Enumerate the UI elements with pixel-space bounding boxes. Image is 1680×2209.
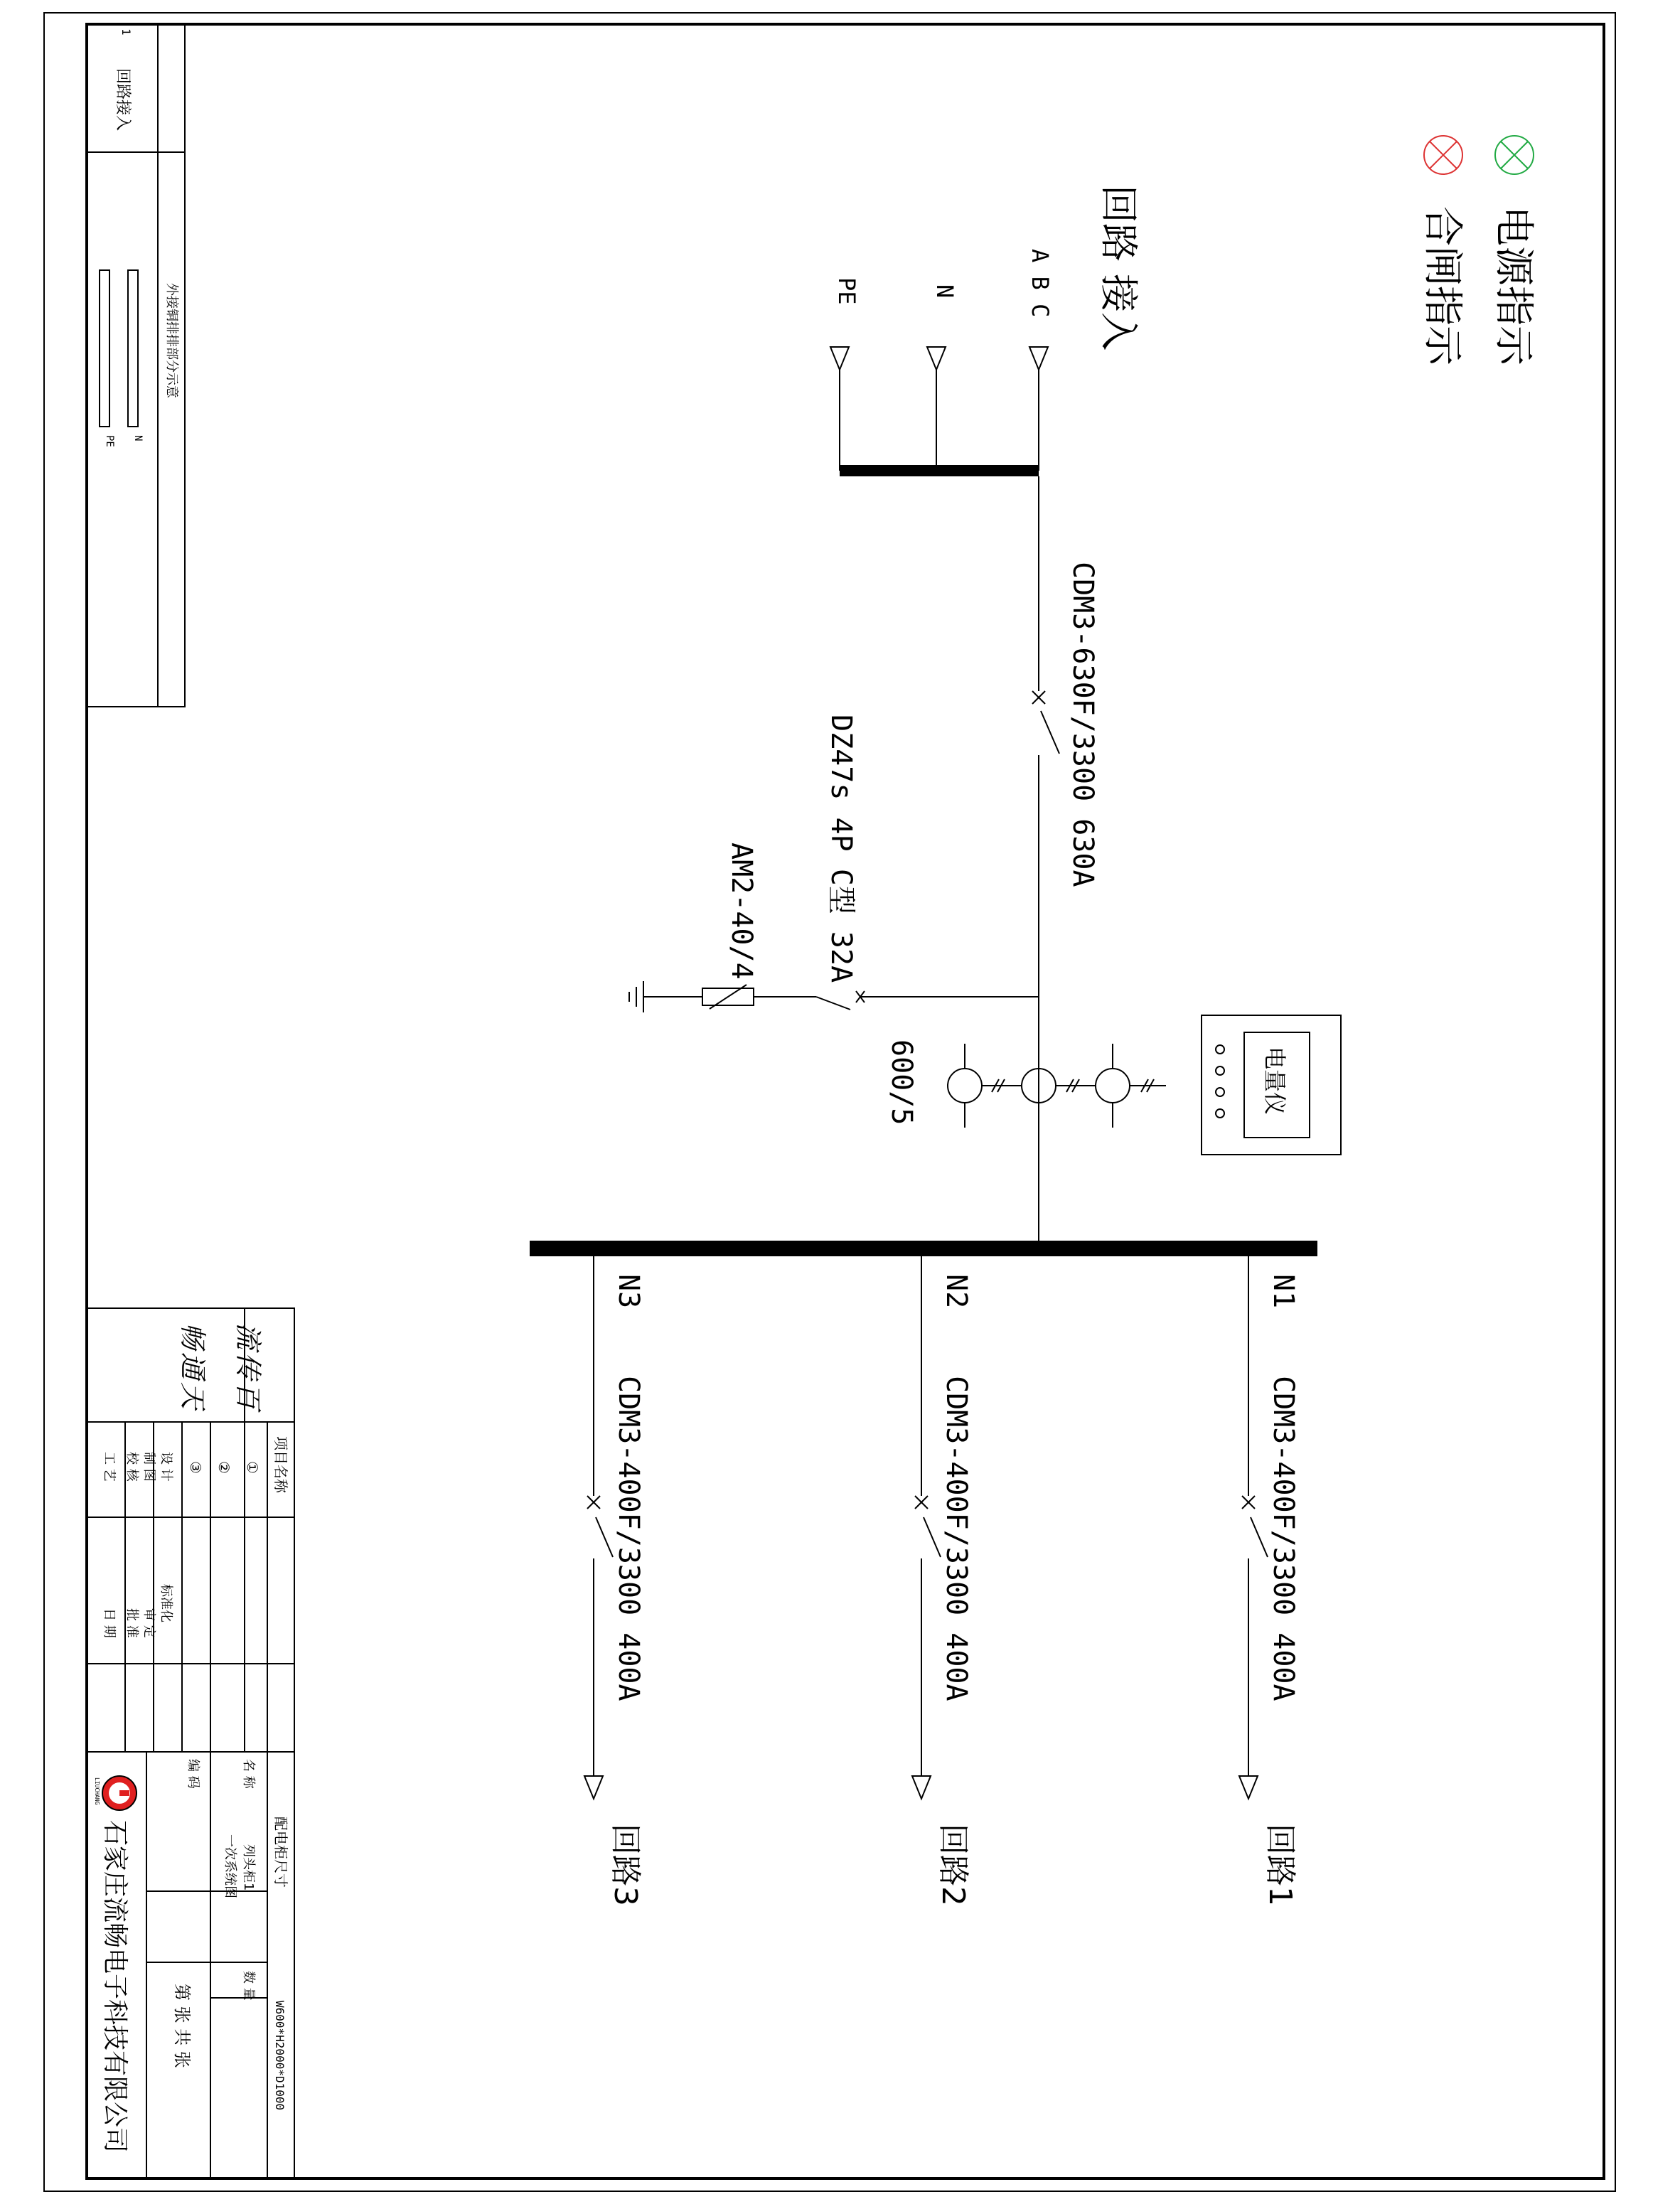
surge-arrester-label: AM2-40/4 xyxy=(725,843,758,980)
svg-text:通: 通 xyxy=(177,1352,208,1380)
role-standard: 标准化 xyxy=(159,1584,173,1622)
main-busbar xyxy=(530,1241,1317,1256)
name-label: 名 称 xyxy=(241,1759,256,1789)
svg-text:流: 流 xyxy=(232,1322,264,1350)
role-review: 审 定 xyxy=(141,1608,156,1638)
svg-text:畅: 畅 xyxy=(177,1322,208,1350)
item-2: ② xyxy=(215,1461,232,1474)
company-logo xyxy=(102,1776,137,1810)
busbar-caption: 外接铜排排部分示意 xyxy=(164,283,179,398)
busbar-pe-label: PE xyxy=(104,435,115,447)
meter-label: 电量仪 xyxy=(1261,1047,1288,1116)
sheet-count-label: 第 张 共 张 xyxy=(172,1984,192,2068)
svg-text:天: 天 xyxy=(177,1382,208,1410)
cabinet-size-value: W600*H2000*D1000 xyxy=(273,2001,287,2111)
code-label: 编 码 xyxy=(186,1759,200,1789)
feeder-n3-id: N3 xyxy=(612,1274,645,1309)
aux-breaker-label: DZ47s 4P C型 32A xyxy=(825,715,857,983)
neutral-label: N xyxy=(931,284,958,299)
feeder-n1-label: 回路1 xyxy=(1262,1824,1298,1906)
incoming-title: 回路 接入 xyxy=(1096,185,1141,351)
incoming-busbar xyxy=(840,465,1039,476)
feeder-n3-label: 回路3 xyxy=(607,1824,643,1906)
side-row-label: 回路接入 xyxy=(114,68,132,132)
role-approve: 批 准 xyxy=(124,1608,139,1638)
role-design: 设 计 xyxy=(159,1452,173,1482)
name-value-1: 列头柜1 xyxy=(241,1844,256,1891)
qty-label: 数 量 xyxy=(241,1971,256,2001)
feeder-n3-breaker: CDM3-400F/3300 400A xyxy=(612,1376,645,1701)
feeder-n2-label: 回路2 xyxy=(935,1824,971,1906)
item-3: ③ xyxy=(187,1461,204,1474)
phase-label: A B C xyxy=(1027,249,1054,318)
feeder-n1-breaker: CDM3-400F/3300 400A xyxy=(1267,1376,1300,1701)
main-breaker-label: CDM3-630F/3300 630A xyxy=(1066,562,1099,887)
logo-text: LIUCHANG xyxy=(94,1777,100,1805)
role-process: 工 艺 xyxy=(102,1452,117,1482)
project-name-label: 项目名称 xyxy=(272,1436,289,1493)
feeder-n1-id: N1 xyxy=(1267,1274,1300,1309)
svg-text:百: 百 xyxy=(232,1382,264,1410)
role-date: 日 期 xyxy=(102,1608,117,1638)
closing-indicator-label: 合闸指示 xyxy=(1419,206,1465,365)
svg-text:传: 传 xyxy=(232,1352,264,1380)
feeder-n2-breaker: CDM3-400F/3300 400A xyxy=(940,1376,973,1701)
item-1: ① xyxy=(244,1461,261,1474)
cabinet-size-label: 配电柜尺寸 xyxy=(272,1817,289,1888)
role-check: 校 核 xyxy=(124,1452,139,1482)
ct-ratio-label: 600/5 xyxy=(885,1039,918,1125)
pe-label: PE xyxy=(833,277,860,305)
side-row-number: 1 xyxy=(119,28,133,36)
feeder-n2-id: N2 xyxy=(940,1274,973,1309)
power-indicator-label: 电源指示 xyxy=(1490,206,1536,365)
company-name: 石家庄流畅电子科技有限公司 xyxy=(100,1820,129,2154)
name-value-2: 一次系统图 xyxy=(223,1834,237,1898)
busbar-n-label: N xyxy=(132,435,144,442)
role-drafting: 制 图 xyxy=(141,1452,156,1482)
